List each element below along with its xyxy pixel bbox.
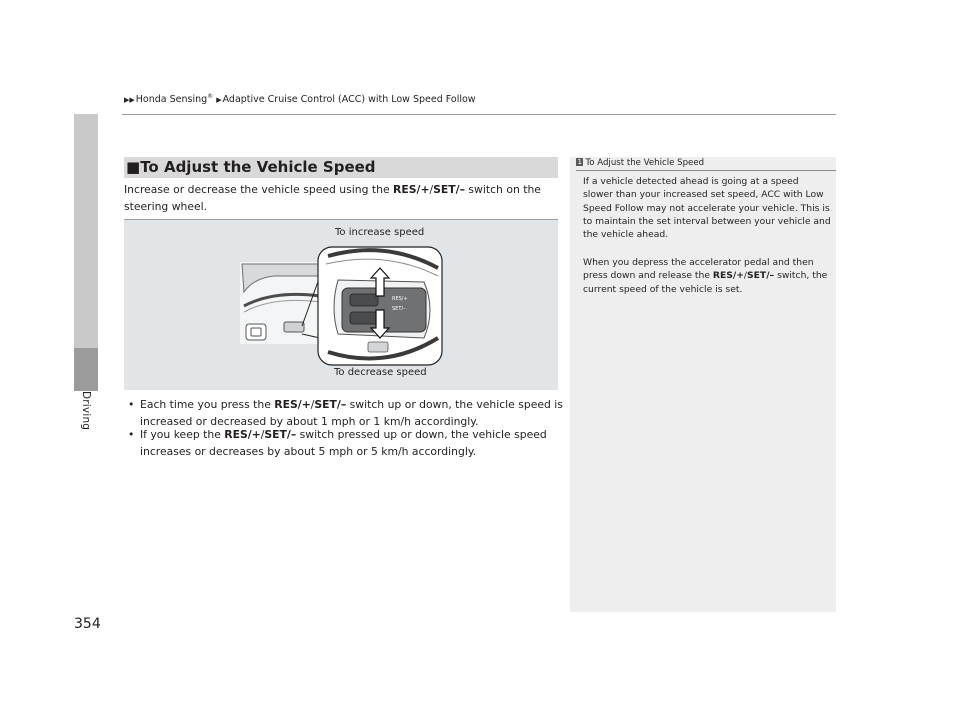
breadcrumb-arrow-icon: ▶▶ [124,96,135,105]
breadcrumb-item-honda-sensing[interactable]: Honda Sensing [135,94,208,106]
bullet-text: If you keep the RES/+/SET/– switch pressed up or down, the vehicle speed increases or decreases by about 5 mph or 5 km/h accordingly. [140,428,547,458]
label-decrease-speed: To decrease speed [334,367,427,378]
side-tab-upper-shade [74,114,98,348]
steering-wheel-illustration [124,220,558,390]
side-tab-label[interactable] [74,391,98,451]
switch-name-set: SET/– [433,183,465,196]
note-divider [576,170,836,171]
switch-name-res: RES/+ [393,183,430,196]
intro-paragraph [124,182,564,215]
heading-marker-icon: ■ [126,158,141,176]
breadcrumb [124,93,476,105]
intro-text-before: Increase or decrease the vehicle speed using the [124,183,394,196]
label-increase-speed: To increase speed [335,227,425,238]
breadcrumb-arrow-icon: ▶ [216,96,222,105]
breadcrumb-item-acc[interactable]: Adaptive Cruise Control (ACC) with Low Speed Follow [222,94,476,106]
switch-slash: / [429,183,434,196]
steering-switch-figure [124,220,558,390]
note-number-badge: 1 [577,158,582,166]
bullet-marker: • [128,428,135,441]
registered-mark: ® [207,93,214,100]
note-title-text: To Adjust the Vehicle Speed [585,158,705,168]
note-paragraph-1: If a vehicle detected ahead is going at a speed slower than your increased set speed, ACC with Low Speed Follow may not accelerate your vehicle. This is to maintain the set interval between your vehicle and the vehicle ahead. [583,176,831,241]
small-switch-icon [284,322,304,332]
header-divider [122,114,836,115]
note-title[interactable] [576,158,704,168]
intro-text-after: switch on the steering wheel. [124,183,541,213]
horn-emblem-icon [246,324,266,340]
bullet-marker: • [128,398,135,411]
page-number: 354 [74,616,101,632]
switch-label-res: RES/+ [392,296,408,302]
section-heading [124,157,558,178]
side-tab-label-text: Driving [80,391,92,431]
bullet-text: Each time you press the RES/+/SET/– switch up or down, the vehicle speed is increased or decreased by about 1 mph or 1 km/h accordingly. [140,398,563,428]
section-heading-text: To Adjust the Vehicle Speed [140,158,376,176]
res-set-switch [350,294,378,306]
note-paragraph-2: When you depress the accelerator pedal and then press down and release the RES/+/SET/– switch, the current speed of the vehicle is set. [583,257,828,295]
switch-label-set: SET/– [392,306,406,312]
side-tab-active-marker [74,348,98,391]
